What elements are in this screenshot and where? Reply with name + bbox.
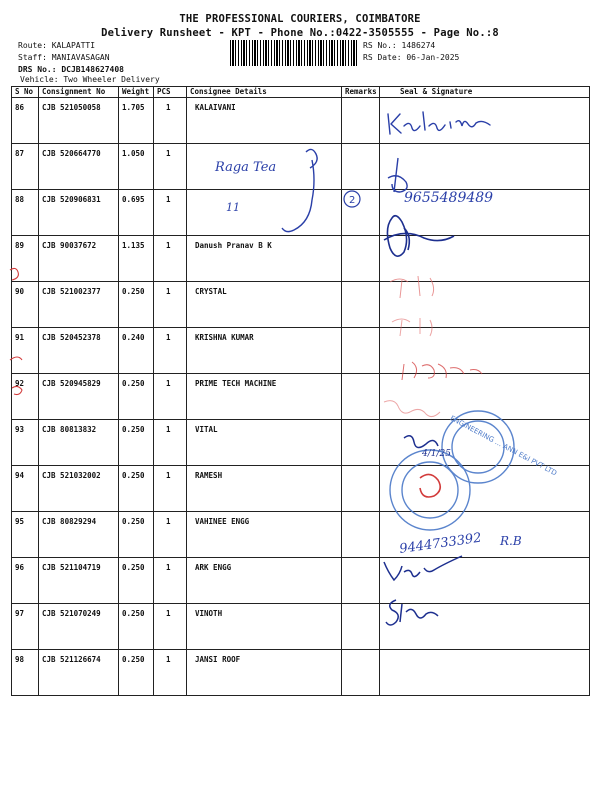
col-sno-header: S No bbox=[12, 87, 39, 98]
col-weight-header: Weight bbox=[119, 87, 154, 98]
cell-sno: 95 bbox=[12, 512, 39, 558]
cell-pcs: 1 bbox=[154, 328, 187, 374]
cell-sno: 86 bbox=[12, 98, 39, 144]
table-row bbox=[12, 558, 590, 604]
cell-consignment-no: CJB 521050058 bbox=[39, 98, 119, 144]
cell-pcs: 1 bbox=[154, 236, 187, 282]
cell-consignee bbox=[187, 190, 342, 236]
cell-pcs: 1 bbox=[154, 144, 187, 190]
table-row bbox=[12, 190, 590, 236]
cell-sno: 94 bbox=[12, 466, 39, 512]
route-label: Route: KALAPATTI bbox=[18, 41, 96, 50]
cell-weight: 1.050 bbox=[119, 144, 154, 190]
cell-sno: 98 bbox=[12, 650, 39, 696]
cell-consignee: Danush Pranav B K bbox=[187, 236, 342, 282]
cell-consignment-no: CJB 520452378 bbox=[39, 328, 119, 374]
cell-pcs: 1 bbox=[154, 420, 187, 466]
cell-sno: 93 bbox=[12, 420, 39, 466]
table-row bbox=[12, 236, 590, 282]
handwriting-note-row-87: Raga Tea bbox=[215, 160, 277, 175]
cell-pcs: 1 bbox=[154, 98, 187, 144]
handwritten-phone-row-96: 9444733392 bbox=[398, 530, 483, 557]
col-pcs-header: PCS bbox=[154, 87, 187, 98]
cell-remarks bbox=[342, 328, 380, 374]
cell-pcs: 1 bbox=[154, 466, 187, 512]
cell-consignment-no: CJB 520945829 bbox=[39, 374, 119, 420]
cell-signature bbox=[380, 328, 590, 374]
cell-weight: 1.705 bbox=[119, 98, 154, 144]
cell-weight: 0.250 bbox=[119, 558, 154, 604]
cell-remarks bbox=[342, 558, 380, 604]
handwriting-note-row-88: 11 bbox=[226, 201, 240, 214]
cell-signature bbox=[380, 466, 590, 512]
page-subtitle: Delivery Runsheet - KPT - Phone No.:0422-3505555 - Page No.:8 bbox=[101, 27, 499, 39]
cell-consignment-no: CJB 521126674 bbox=[39, 650, 119, 696]
vehicle-label: Vehicle: Two Wheeler Delivery bbox=[20, 75, 160, 84]
cell-pcs: 1 bbox=[154, 650, 187, 696]
cell-pcs: 1 bbox=[154, 374, 187, 420]
table-row bbox=[12, 282, 590, 328]
cell-sno: 89 bbox=[12, 236, 39, 282]
cell-consignee: JANSI ROOF bbox=[187, 650, 342, 696]
cell-weight: 0.250 bbox=[119, 374, 154, 420]
col-consignment-header: Consignment No bbox=[39, 87, 119, 98]
cell-signature bbox=[380, 650, 590, 696]
table-row bbox=[12, 98, 590, 144]
cell-remarks bbox=[342, 512, 380, 558]
cell-sno: 96 bbox=[12, 558, 39, 604]
cell-weight: 0.695 bbox=[119, 190, 154, 236]
cell-signature bbox=[380, 604, 590, 650]
table-header-row bbox=[12, 87, 590, 98]
table-row bbox=[12, 144, 590, 190]
cell-weight: 0.250 bbox=[119, 650, 154, 696]
col-consignee-header: Consignee Details bbox=[187, 87, 342, 98]
cell-remarks bbox=[342, 282, 380, 328]
table-row bbox=[12, 512, 590, 558]
cell-remarks bbox=[342, 98, 380, 144]
cell-pcs: 1 bbox=[154, 512, 187, 558]
cell-remarks bbox=[342, 144, 380, 190]
cell-consignee: KALAIVANI bbox=[187, 98, 342, 144]
cell-weight: 0.250 bbox=[119, 604, 154, 650]
staff-label: Staff: MANIAVASAGAN bbox=[18, 53, 110, 62]
cell-signature bbox=[380, 374, 590, 420]
handwritten-phone-row-88: 9655489489 bbox=[404, 190, 494, 206]
cell-remarks bbox=[342, 604, 380, 650]
cell-signature bbox=[380, 420, 590, 466]
cell-signature bbox=[380, 144, 590, 190]
drs-number: DRS No.: DCJB148627408 bbox=[18, 65, 124, 74]
cell-signature bbox=[380, 512, 590, 558]
cell-sno: 88 bbox=[12, 190, 39, 236]
table-row bbox=[12, 466, 590, 512]
cell-weight: 0.250 bbox=[119, 282, 154, 328]
cell-weight: 0.250 bbox=[119, 466, 154, 512]
cell-consignee: RAMESH bbox=[187, 466, 342, 512]
cell-consignment-no: CJB 521070249 bbox=[39, 604, 119, 650]
cell-sno: 92 bbox=[12, 374, 39, 420]
cell-sno: 97 bbox=[12, 604, 39, 650]
cell-consignment-no: CJB 521104719 bbox=[39, 558, 119, 604]
cell-consignment-no: CJB 80813832 bbox=[39, 420, 119, 466]
cell-consignee bbox=[187, 144, 342, 190]
cell-consignee: VINOTH bbox=[187, 604, 342, 650]
cell-signature bbox=[380, 282, 590, 328]
cell-pcs: 1 bbox=[154, 190, 187, 236]
cell-consignment-no: CJB 520906831 bbox=[39, 190, 119, 236]
table-row bbox=[12, 328, 590, 374]
table-row bbox=[12, 650, 590, 696]
table-row bbox=[12, 374, 590, 420]
cell-consignee: ARK ENGG bbox=[187, 558, 342, 604]
cell-weight: 0.240 bbox=[119, 328, 154, 374]
cell-remarks bbox=[342, 190, 380, 236]
stamp-text: ENGINEERING ... ANN E&I PVT LTD bbox=[448, 414, 559, 478]
runsheet-table bbox=[11, 86, 590, 696]
cell-weight: 1.135 bbox=[119, 236, 154, 282]
table-row bbox=[12, 420, 590, 466]
cell-weight: 0.250 bbox=[119, 512, 154, 558]
rs-date: RS Date: 06-Jan-2025 bbox=[363, 53, 460, 62]
cell-consignee: VAHINEE ENGG bbox=[187, 512, 342, 558]
cell-consignment-no: CJB 521002377 bbox=[39, 282, 119, 328]
cell-consignee: VITAL bbox=[187, 420, 342, 466]
cell-sno: 87 bbox=[12, 144, 39, 190]
cell-signature bbox=[380, 98, 590, 144]
stamp-date: 4/1/25 bbox=[422, 449, 451, 459]
cell-remarks bbox=[342, 650, 380, 696]
table-row bbox=[12, 604, 590, 650]
cell-consignment-no: CJB 80829294 bbox=[39, 512, 119, 558]
page-title: THE PROFESSIONAL COURIERS, COIMBATORE bbox=[179, 13, 421, 25]
cell-consignee: PRIME TECH MACHINE bbox=[187, 374, 342, 420]
cell-signature bbox=[380, 190, 590, 236]
barcode bbox=[230, 40, 358, 66]
cell-sno: 91 bbox=[12, 328, 39, 374]
cell-pcs: 1 bbox=[154, 558, 187, 604]
cell-remarks bbox=[342, 420, 380, 466]
cell-remarks bbox=[342, 466, 380, 512]
cell-consignee: KRISHNA KUMAR bbox=[187, 328, 342, 374]
col-remarks-header: Remarks bbox=[342, 87, 380, 98]
cell-consignment-no: CJB 90037672 bbox=[39, 236, 119, 282]
cell-weight: 0.250 bbox=[119, 420, 154, 466]
cell-pcs: 1 bbox=[154, 282, 187, 328]
cell-consignee: CRYSTAL bbox=[187, 282, 342, 328]
cell-consignment-no: CJB 520664770 bbox=[39, 144, 119, 190]
cell-sno: 90 bbox=[12, 282, 39, 328]
col-signature-header: Seal & Signature bbox=[380, 87, 590, 98]
cell-signature bbox=[380, 236, 590, 282]
cell-signature bbox=[380, 558, 590, 604]
handwritten-initials-row-96: R.B bbox=[500, 534, 522, 548]
cell-remarks bbox=[342, 236, 380, 282]
cell-remarks bbox=[342, 374, 380, 420]
rs-number: RS No.: 1486274 bbox=[363, 41, 436, 50]
cell-consignment-no: CJB 521032002 bbox=[39, 466, 119, 512]
remark-row-88: 2 bbox=[349, 195, 356, 206]
cell-pcs: 1 bbox=[154, 604, 187, 650]
